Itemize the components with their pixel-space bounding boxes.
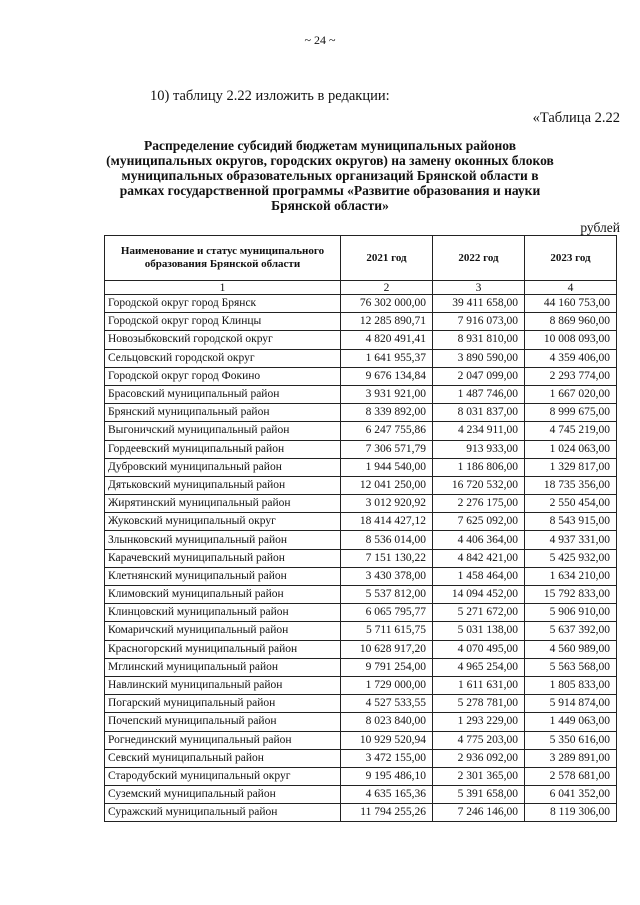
- value-2022: 2 047 099,00: [433, 367, 525, 385]
- header-name: Наименование и статус муниципального образования Брянской области: [105, 236, 341, 281]
- value-2021: 12 041 250,00: [341, 476, 433, 494]
- row-name: Брасовский муниципальный район: [105, 385, 341, 403]
- table-row: [105, 458, 617, 476]
- value-2023: 1 805 833,00: [525, 676, 617, 694]
- table-row: [105, 749, 617, 767]
- value-2023: 15 792 833,00: [525, 586, 617, 604]
- unit-label: рублей: [580, 220, 620, 235]
- table-row: [105, 531, 617, 549]
- value-2023: 1 667 020,00: [525, 385, 617, 403]
- row-name: Комаричский муниципальный район: [105, 622, 341, 640]
- value-2021: 3 430 378,00: [341, 567, 433, 585]
- value-2021: 76 302 000,00: [341, 295, 433, 313]
- table-row: [105, 622, 617, 640]
- title-line: Брянской области»: [271, 198, 389, 213]
- value-2021: 8 023 840,00: [341, 713, 433, 731]
- row-name: Городской округ город Клинцы: [105, 313, 341, 331]
- row-name: Стародубский муниципальный округ: [105, 767, 341, 785]
- row-name: Рогнединский муниципальный район: [105, 731, 341, 749]
- column-number: 2: [341, 281, 433, 295]
- value-2023: 4 937 331,00: [525, 531, 617, 549]
- row-name: Клинцовский муниципальный район: [105, 604, 341, 622]
- value-2021: 4 527 533,55: [341, 695, 433, 713]
- value-2021: 8 339 892,00: [341, 404, 433, 422]
- row-name: Выгоничский муниципальный район: [105, 422, 341, 440]
- table-reference: «Таблица 2.22: [532, 110, 620, 126]
- row-name: Новозыбковский городской округ: [105, 331, 341, 349]
- value-2022: 2 276 175,00: [433, 495, 525, 513]
- value-2023: 5 563 568,00: [525, 658, 617, 676]
- value-2022: 2 301 365,00: [433, 767, 525, 785]
- column-number: 4: [525, 281, 617, 295]
- value-2023: 4 560 989,00: [525, 640, 617, 658]
- value-2021: 4 820 491,41: [341, 331, 433, 349]
- value-2022: 1 293 229,00: [433, 713, 525, 731]
- value-2023: 5 637 392,00: [525, 622, 617, 640]
- row-name: Дубровский муниципальный район: [105, 458, 341, 476]
- value-2023: 4 359 406,00: [525, 349, 617, 367]
- row-name: Почепский муниципальный район: [105, 713, 341, 731]
- value-2021: 9 791 254,00: [341, 658, 433, 676]
- value-2022: 5 278 781,00: [433, 695, 525, 713]
- row-name: Навлинский муниципальный район: [105, 676, 341, 694]
- row-name: Суражский муниципальный район: [105, 804, 341, 822]
- table-row: [105, 422, 617, 440]
- title-line: Распределение субсидий бюджетам муниципальных районов: [143, 138, 517, 153]
- value-2023: 5 914 874,00: [525, 695, 617, 713]
- row-name: Погарский муниципальный район: [105, 695, 341, 713]
- value-2022: 16 720 532,00: [433, 476, 525, 494]
- row-name: Красногорский муниципальный район: [105, 640, 341, 658]
- title-line: рамках государственной программы «Развитие образования и науки: [119, 183, 541, 198]
- value-2021: 4 635 165,36: [341, 786, 433, 804]
- column-number: 1: [105, 281, 341, 295]
- row-name: Жирятинский муниципальный район: [105, 495, 341, 513]
- table-row: [105, 713, 617, 731]
- table-row: [105, 767, 617, 785]
- value-2021: 5 537 812,00: [341, 586, 433, 604]
- table-row: [105, 367, 617, 385]
- value-2021: 7 306 571,79: [341, 440, 433, 458]
- value-2021: 10 929 520,94: [341, 731, 433, 749]
- value-2023: 8 543 915,00: [525, 513, 617, 531]
- row-name: Дятьковский муниципальный район: [105, 476, 341, 494]
- row-name: Севский муниципальный район: [105, 749, 341, 767]
- value-2023: 6 041 352,00: [525, 786, 617, 804]
- table-row: [105, 567, 617, 585]
- row-name: Городской округ город Брянск: [105, 295, 341, 313]
- table-row: [105, 804, 617, 822]
- value-2023: 10 008 093,00: [525, 331, 617, 349]
- value-2022: 8 031 837,00: [433, 404, 525, 422]
- page-number: ~ 24 ~: [304, 33, 336, 47]
- value-2023: 8 119 306,00: [525, 804, 617, 822]
- table-row: [105, 495, 617, 513]
- row-name: Городской округ город Фокино: [105, 367, 341, 385]
- row-name: Суземский муниципальный район: [105, 786, 341, 804]
- value-2023: 1 634 210,00: [525, 567, 617, 585]
- table-row: [105, 404, 617, 422]
- value-2022: 4 965 254,00: [433, 658, 525, 676]
- table-row: [105, 385, 617, 403]
- value-2023: 5 906 910,00: [525, 604, 617, 622]
- table-row: [105, 513, 617, 531]
- value-2021: 3 472 155,00: [341, 749, 433, 767]
- header-row: [105, 236, 617, 281]
- value-2023: 2 293 774,00: [525, 367, 617, 385]
- document-title: [80, 138, 580, 213]
- value-2022: 4 842 421,00: [433, 549, 525, 567]
- value-2023: 2 578 681,00: [525, 767, 617, 785]
- value-2021: 9 195 486,10: [341, 767, 433, 785]
- value-2021: 11 794 255,26: [341, 804, 433, 822]
- value-2023: 8 869 960,00: [525, 313, 617, 331]
- table-row: [105, 604, 617, 622]
- table-row: [105, 640, 617, 658]
- value-2023: 3 289 891,00: [525, 749, 617, 767]
- value-2022: 3 890 590,00: [433, 349, 525, 367]
- value-2022: 5 031 138,00: [433, 622, 525, 640]
- header-2021: 2021 год: [341, 236, 433, 281]
- value-2022: 4 070 495,00: [433, 640, 525, 658]
- header-2023: 2023 год: [525, 236, 617, 281]
- value-2023: 8 999 675,00: [525, 404, 617, 422]
- value-2022: 8 931 810,00: [433, 331, 525, 349]
- table-row: [105, 331, 617, 349]
- value-2021: 1 944 540,00: [341, 458, 433, 476]
- value-2021: 5 711 615,75: [341, 622, 433, 640]
- value-2022: 14 094 452,00: [433, 586, 525, 604]
- column-number: 3: [433, 281, 525, 295]
- value-2022: 5 391 658,00: [433, 786, 525, 804]
- value-2021: 8 536 014,00: [341, 531, 433, 549]
- row-name: Жуковский муниципальный округ: [105, 513, 341, 531]
- value-2021: 6 247 755,86: [341, 422, 433, 440]
- value-2022: 39 411 658,00: [433, 295, 525, 313]
- value-2023: 5 350 616,00: [525, 731, 617, 749]
- value-2022: 1 487 746,00: [433, 385, 525, 403]
- row-name: Брянский муниципальный район: [105, 404, 341, 422]
- subsidy-table: [104, 235, 617, 822]
- value-2022: 1 458 464,00: [433, 567, 525, 585]
- value-2022: 7 246 146,00: [433, 804, 525, 822]
- row-name: Злынковский муниципальный район: [105, 531, 341, 549]
- value-2023: 1 329 817,00: [525, 458, 617, 476]
- column-number-row: [105, 281, 617, 295]
- amendment-item: 10) таблицу 2.22 изложить в редакции:: [150, 88, 390, 104]
- value-2022: 913 933,00: [433, 440, 525, 458]
- value-2021: 7 151 130,22: [341, 549, 433, 567]
- table-row: [105, 658, 617, 676]
- value-2021: 1 641 955,37: [341, 349, 433, 367]
- value-2021: 18 414 427,12: [341, 513, 433, 531]
- title-line: (муниципальных округов, городских округов) на замену оконных блоков: [106, 153, 554, 168]
- row-name: Гордеевский муниципальный район: [105, 440, 341, 458]
- table-row: [105, 786, 617, 804]
- table-body: [105, 295, 617, 822]
- value-2022: 1 186 806,00: [433, 458, 525, 476]
- table-row: [105, 440, 617, 458]
- value-2022: 4 234 911,00: [433, 422, 525, 440]
- value-2021: 6 065 795,77: [341, 604, 433, 622]
- value-2022: 4 775 203,00: [433, 731, 525, 749]
- table-row: [105, 476, 617, 494]
- table-row: [105, 731, 617, 749]
- value-2021: 3 012 920,92: [341, 495, 433, 513]
- table-row: [105, 549, 617, 567]
- value-2023: 5 425 932,00: [525, 549, 617, 567]
- row-name: Климовский муниципальный район: [105, 586, 341, 604]
- table-row: [105, 695, 617, 713]
- value-2023: 1 449 063,00: [525, 713, 617, 731]
- value-2021: 12 285 890,71: [341, 313, 433, 331]
- value-2023: 18 735 356,00: [525, 476, 617, 494]
- value-2023: 4 745 219,00: [525, 422, 617, 440]
- value-2021: 3 931 921,00: [341, 385, 433, 403]
- table-row: [105, 295, 617, 313]
- value-2022: 2 936 092,00: [433, 749, 525, 767]
- value-2023: 2 550 454,00: [525, 495, 617, 513]
- value-2022: 7 625 092,00: [433, 513, 525, 531]
- row-name: Карачевский муниципальный район: [105, 549, 341, 567]
- value-2022: 5 271 672,00: [433, 604, 525, 622]
- value-2021: 10 628 917,20: [341, 640, 433, 658]
- table-row: [105, 586, 617, 604]
- title-line: муниципальных образовательных организаций Брянской области в: [121, 168, 539, 183]
- value-2022: 4 406 364,00: [433, 531, 525, 549]
- table-row: [105, 349, 617, 367]
- value-2023: 44 160 753,00: [525, 295, 617, 313]
- header-2022: 2022 год: [433, 236, 525, 281]
- row-name: Сельцовский городской округ: [105, 349, 341, 367]
- table-row: [105, 313, 617, 331]
- row-name: Мглинский муниципальный район: [105, 658, 341, 676]
- value-2023: 1 024 063,00: [525, 440, 617, 458]
- row-name: Клетнянский муниципальный район: [105, 567, 341, 585]
- value-2022: 7 916 073,00: [433, 313, 525, 331]
- table-row: [105, 676, 617, 694]
- value-2021: 1 729 000,00: [341, 676, 433, 694]
- value-2021: 9 676 134,84: [341, 367, 433, 385]
- value-2022: 1 611 631,00: [433, 676, 525, 694]
